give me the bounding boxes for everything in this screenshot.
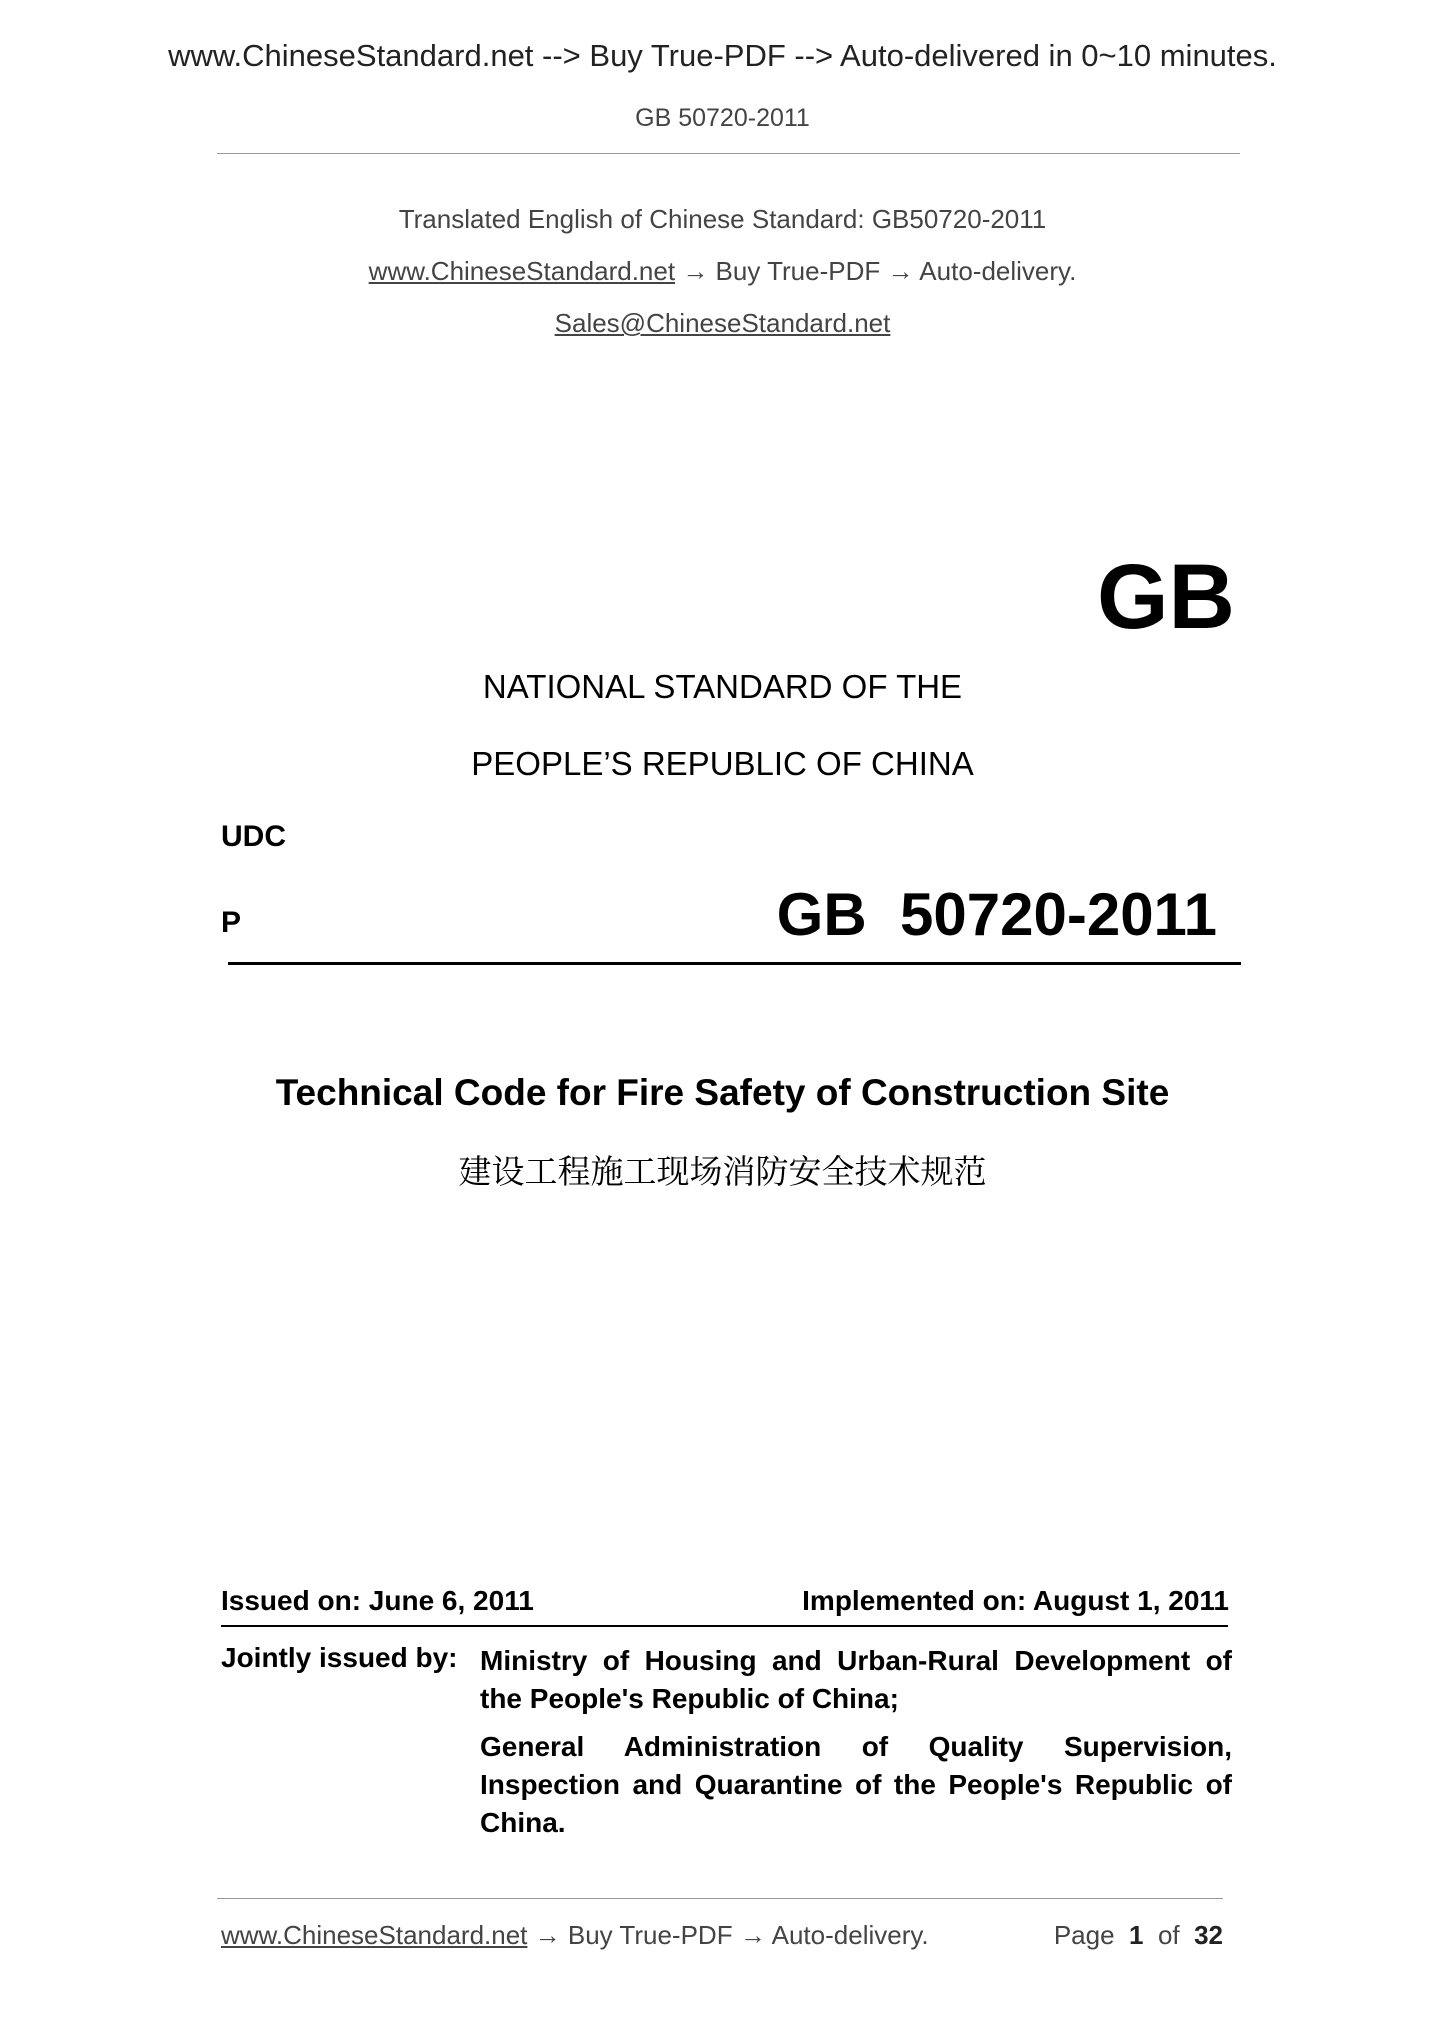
of-label: of bbox=[1157, 1920, 1180, 1950]
arrow-right-icon: → bbox=[682, 256, 709, 286]
footer-buy-text: Buy True-PDF bbox=[567, 1920, 733, 1950]
gb-mark: GB bbox=[1097, 546, 1235, 648]
arrow-right-icon: → bbox=[534, 1920, 561, 1950]
site-link[interactable]: www.ChineseStandard.net bbox=[368, 256, 676, 286]
issuer-ministry: Ministry of Housing and Urban-Rural Development of the People's Republic of China; bbox=[480, 1645, 1232, 1714]
footer-delivery-text: Auto-delivery. bbox=[771, 1920, 929, 1950]
implemented-on: Implemented on: August 1, 2011 bbox=[802, 1585, 1229, 1616]
footer-divider bbox=[217, 1898, 1223, 1899]
header-divider bbox=[217, 153, 1240, 154]
p-label: P bbox=[221, 906, 242, 939]
footer-site-link[interactable]: www.ChineseStandard.net bbox=[221, 1920, 528, 1950]
buy-text: Buy True-PDF bbox=[715, 256, 881, 286]
standard-number: GB 50720-2011 bbox=[776, 881, 1217, 948]
national-standard-line2: PEOPLE’S REPUBLIC OF CHINA bbox=[471, 745, 974, 782]
page-current: 1 bbox=[1129, 1920, 1144, 1950]
title-english: Technical Code for Fire Safety of Construction Site bbox=[275, 1072, 1170, 1113]
footer-links bbox=[221, 1920, 929, 1951]
translation-title: Translated English of Chinese Standard: GB50720-2011 bbox=[398, 204, 1047, 234]
arrow-right-icon: → bbox=[739, 1920, 766, 1950]
email-row bbox=[0, 308, 1445, 339]
page-total: 32 bbox=[1194, 1920, 1223, 1950]
national-standard-line1: NATIONAL STANDARD OF THE bbox=[482, 668, 963, 705]
jointly-issued-label: Jointly issued by: bbox=[221, 1642, 458, 1673]
translation-links bbox=[0, 256, 1445, 287]
top-banner: www.ChineseStandard.net --> Buy True-PDF --> Auto-delivered in 0~10 minutes. bbox=[168, 38, 1277, 73]
standard-divider bbox=[228, 962, 1241, 965]
issue-divider bbox=[221, 1625, 1228, 1627]
email-link[interactable]: Sales@ChineseStandard.net bbox=[554, 308, 891, 338]
issuer-aqsiq: General Administration of Quality Supervision, Inspection and Quarantine of the People's Republic of China. bbox=[480, 1731, 1232, 1838]
header-doc-code: GB 50720-2011 bbox=[635, 104, 810, 132]
title-chinese: 建设工程施工现场消防安全技术规范 bbox=[458, 1153, 987, 1190]
delivery-text: Auto-delivery. bbox=[919, 256, 1077, 286]
page-info bbox=[1054, 1920, 1223, 1951]
arrow-right-icon: → bbox=[887, 256, 914, 286]
page-label: Page bbox=[1053, 1920, 1115, 1950]
udc-label: UDC bbox=[221, 820, 286, 853]
issued-on: Issued on: June 6, 2011 bbox=[221, 1585, 534, 1616]
